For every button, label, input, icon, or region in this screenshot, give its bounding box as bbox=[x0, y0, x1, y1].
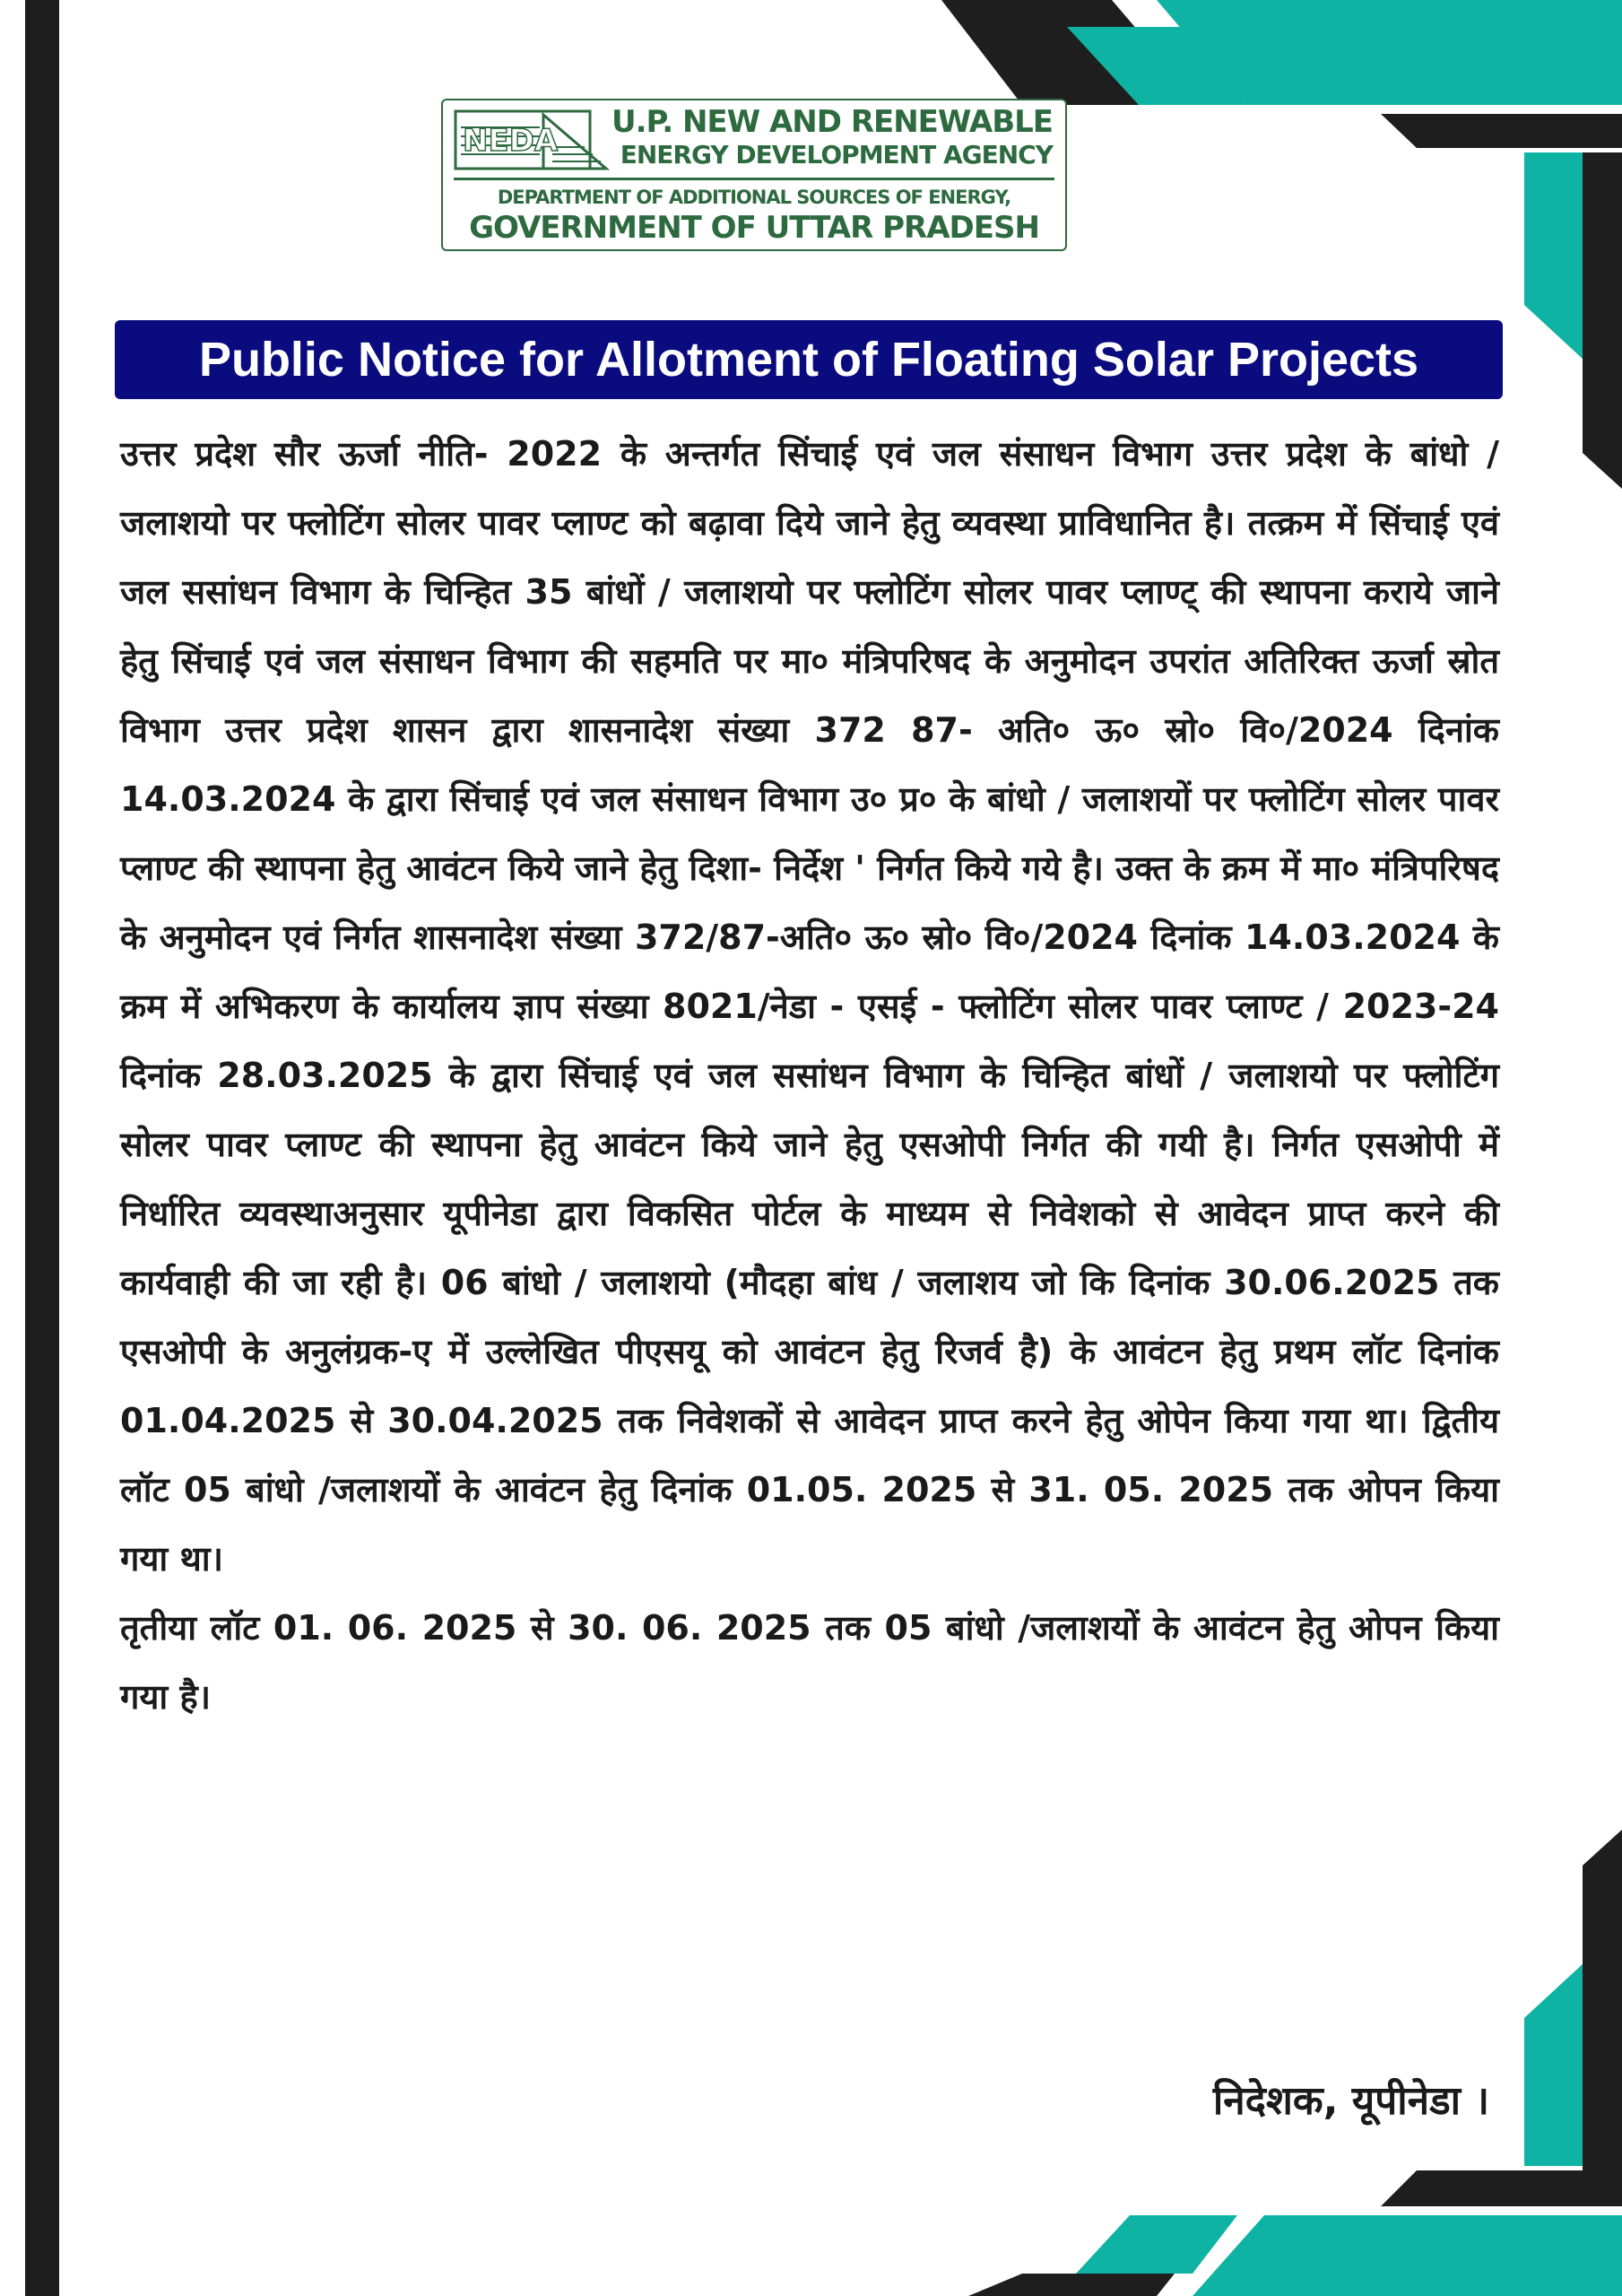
logo-agency-name-line2: ENERGY DEVELOPMENT AGENCY bbox=[620, 140, 1053, 170]
bottom-teal-band bbox=[1193, 2215, 1622, 2296]
right-teal-tab-bottom bbox=[1524, 1964, 1583, 2166]
neda-emblem-icon bbox=[454, 109, 613, 174]
logo-agency-name-line1: U.P. NEW AND RENEWABLE bbox=[612, 104, 1053, 140]
logo-department-line: DEPARTMENT OF ADDITIONAL SOURCES OF ENERGY, bbox=[497, 187, 1011, 208]
right-dark-tab-top bbox=[1583, 152, 1622, 489]
logo-government-line: GOVERNMENT OF UTTAR PRADESH bbox=[469, 210, 1039, 246]
bottom-dark-stripe-1 bbox=[1381, 2170, 1622, 2206]
svg-text:NEDA: NEDA bbox=[463, 123, 559, 159]
top-dark-stripe-2 bbox=[1381, 114, 1622, 148]
logo-divider bbox=[454, 178, 1054, 180]
agency-logo bbox=[441, 99, 1067, 251]
notice-paragraph-2: तृतीया लॉट 01. 06. 2025 से 30. 06. 2025 तक 05 बांधो /जलाशयों के आवंटन हेतु ओपन किया गया है। bbox=[120, 1608, 1499, 1717]
bottom-teal-stripe bbox=[1076, 2215, 1237, 2274]
right-dark-tab-bottom bbox=[1583, 1830, 1622, 2170]
notice-signature: निदेशक, यूपीनेडा । bbox=[1212, 2078, 1489, 2124]
notice-paragraph-1: उत्तर प्रदेश सौर ऊर्जा नीति- 2022 के अन्तर्गत सिंचाई एवं जल संसाधन विभाग उत्तर प्रदेश के बांधो / जलाशयो पर फ्लोटिंग सोलर पावर प्लाण्ट को बढ़ावा दिये जाने हेतु व्यवस्था प्राविधानित है। तत्क्रम में सिंचाई एवं जल ससांधन विभाग के चिन्हित 35 बांधों / जलाशयो पर फ्लोटिंग सोलर पावर प्लाण्ट् की स्थापना कराये जाने हेतु सिंचाई एवं जल संसाधन विभाग की सहमति पर मा० मंत्रिपरिषद के अनुमोदन उपरांत अतिरिक्त ऊर्जा स्रोत विभाग उत्तर प्रदेश शासन द्वारा शासनादेश संख्या 372 87- अति० ऊ० स्रो० वि०/2024 दिनांक 14.03.2024 के द्वारा सिंचाई एवं जल संसाधन विभाग उ० प्र० के बांधो / जलाशयों पर फ्लोटिंग सोलर पावर प्लाण्ट की स्थापना हेतु आवंटन किये जाने हेतु दिशा- निर्देश ' निर्गत किये गये है। उक्त के क्रम में मा० मंत्रिपरिषद के अनुमोदन एवं निर्गत शासनादेश संख्या 372/87-अति० ऊ० स्रो० वि०/2024 दिनांक 14.03.2024 के क्रम में अभिकरण के कार्यालय ज्ञाप संख्या 8021/नेडा - एसई - फ्लोटिंग सोलर पावर प्लाण्ट / 2023-24 दिनांक 28.03.2025 के द्वारा सिंचाई एवं जल ससांधन विभाग के चिन्हित बांधों / जलाशयो पर फ्लोटिंग सोलर पावर प्लाण्ट की स्थापना हेतु आवंटन किये जाने हेतु एसओपी निर्गत की गयी है। निर्गत एसओपी में निर्धारित व्यवस्थाअनुसार यूपीनेडा द्वारा विकसित पोर्टल के माध्यम से निवेशको से आवेदन प्राप्त करने की कार्यवाही की जा रही है। 06 बांधो / जलाशयो (मौदहा बांध / जलाशय जो कि दिनांक 30.06.2025 तक एसओपी के अनुलंग्रक-ए में उल्लेखित पीएसयू को आवंटन हेतु रिजर्व है) के आवंटन हेतु प्रथम लॉट दिनांक 01.04.2025 से 30.04.2025 तक निवेशकों से आवेदन प्राप्त करने हेतु ओपेन किया गया था। द्वितीय लॉट 05 बांधो /जलाशयों के आवंटन हेतु दिनांक 01.05. 2025 से 31. 05. 2025 तक ओपन किया गया था। bbox=[120, 434, 1499, 1578]
notice-body bbox=[120, 420, 1499, 1732]
bottom-dark-stripe-2 bbox=[968, 2274, 1175, 2296]
notice-title: Public Notice for Allotment of Floating Solar Projects bbox=[115, 320, 1503, 399]
right-teal-tab-top bbox=[1524, 152, 1583, 359]
